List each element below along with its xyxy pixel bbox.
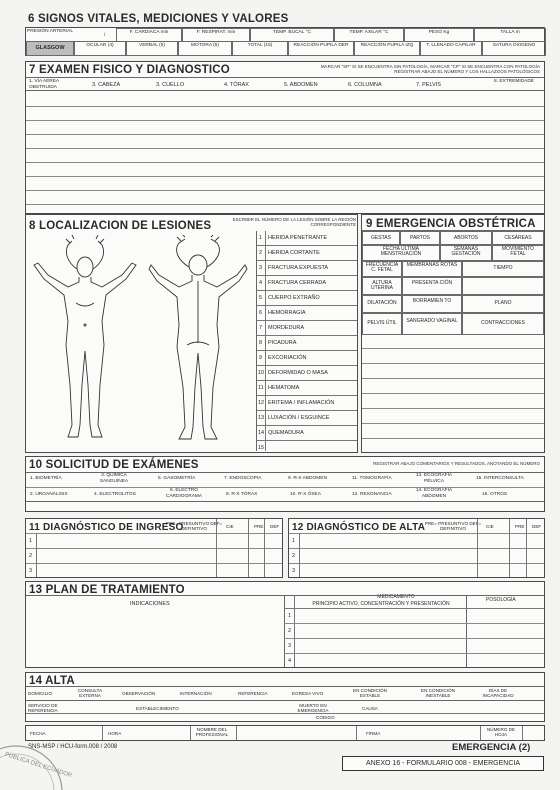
plan-row-3[interactable]: 3: [288, 643, 292, 649]
section-9-obstetrica: [361, 214, 545, 453]
exam-item-3[interactable]: 3. CUELLO: [156, 82, 185, 88]
abortos[interactable]: ABORTOS: [440, 231, 492, 245]
lesion-5[interactable]: [257, 291, 357, 306]
lesion-label: HEMATOMA: [268, 385, 300, 391]
movimiento-fetal[interactable]: MOVIMIENTO FETAL: [492, 245, 544, 261]
signature-row: [25, 725, 545, 741]
peso-field[interactable]: PESO Kg: [404, 28, 474, 42]
semanas-gestacion[interactable]: SEMANAS GESTACIÓN: [440, 245, 492, 261]
lesion-num: 8: [259, 340, 263, 346]
presion-arterial-field[interactable]: PRESIÓN ARTERIAL: [27, 29, 74, 34]
exam-item-1[interactable]: 1. VÍA AÉREA OBSTRUIDA: [29, 79, 59, 90]
exam-request-4[interactable]: 4. ELECTROLITOS: [94, 492, 136, 497]
alta-condicion-inestable[interactable]: EN CONDICIÓN INESTABLE: [421, 688, 455, 698]
body-front-diagram[interactable]: [30, 235, 140, 447]
exam-item-7[interactable]: 7. PELVIS: [416, 82, 441, 88]
diag-alta-3[interactable]: 3: [292, 568, 296, 574]
muerto-en-emergencia[interactable]: MUERTO EN EMERGENCIA: [297, 703, 329, 713]
section-8-lesiones: [25, 214, 358, 453]
hora-label[interactable]: HORA: [108, 731, 122, 736]
lesion-label: ERITEMA / INFLAMACIÓN: [268, 400, 335, 406]
sangrado-vaginal[interactable]: SANGRADO VAGINAL: [402, 313, 462, 335]
lesion-13[interactable]: [257, 411, 357, 426]
section-11-title: 11 DIAGNÓSTICO DE INGRESO: [29, 522, 184, 533]
section-12-diag-alta: [288, 518, 545, 578]
section-7-examen-fisico: [25, 61, 545, 214]
obstetric-grid: [362, 230, 544, 334]
causa[interactable]: CAUSA: [362, 706, 378, 711]
cie-col: CIE: [486, 524, 494, 529]
lesion-num: 7: [259, 325, 263, 331]
nombre-profesional-label[interactable]: NOMBRE DEL PROFESIONAL: [195, 727, 229, 737]
anexo-label: ANEXO 16 - FORMULARIO 008 - EMERGENCIA: [342, 756, 544, 771]
lesion-label: FRACTURA EXPUESTA: [268, 265, 329, 271]
exam-request-9[interactable]: 9. R-X ABDOMEN: [288, 476, 327, 481]
membranas-rotas[interactable]: MEMBRANAS ROTAS: [402, 261, 462, 277]
alta-referencia[interactable]: REFERENCIA: [238, 691, 268, 696]
lesion-label: FRACTURA CERRADA: [268, 280, 327, 286]
exam-request-5[interactable]: 5. GASOMETRÍA: [158, 476, 196, 481]
reaccion-pupila-izq[interactable]: REACCIÓN PUPILA IZQ: [354, 41, 420, 56]
contracciones[interactable]: CONTRACCIONES: [462, 313, 544, 335]
section-8-title: 8 LOCALIZACION DE LESIONES: [29, 220, 212, 232]
lesion-12[interactable]: [257, 396, 357, 411]
lesion-label: HEMORRAGIA: [268, 310, 306, 316]
alta-internacion[interactable]: INTERNACIÓN: [180, 691, 212, 696]
exam-request-7[interactable]: 7. ENDOSCOPIA: [224, 476, 262, 481]
numero-hoja-label[interactable]: NÚMERO DE HOJA: [486, 727, 516, 737]
glasgow-verbal[interactable]: VERBAL (5): [126, 41, 178, 56]
exam-request-8[interactable]: 8. R-X TÓRAX: [226, 492, 258, 497]
lesion-label: CUERPO EXTRAÑO: [268, 295, 320, 301]
lesion-num: 5: [259, 295, 263, 301]
lesion-num: 15: [258, 445, 265, 451]
plan-row-4[interactable]: 4: [288, 658, 292, 664]
lesion-4[interactable]: [257, 276, 357, 291]
saturacion-oxigeno[interactable]: SATURA OXIGENO: [482, 41, 546, 56]
exam-request-11[interactable]: 11. TOMOGRAFÍA: [352, 476, 392, 481]
fecha-label[interactable]: FECHA: [30, 731, 46, 736]
lesion-14[interactable]: [257, 426, 357, 441]
lesion-10[interactable]: [257, 366, 357, 381]
diag-ingreso-2[interactable]: 2: [29, 553, 33, 559]
servicio-referencia[interactable]: SERVICIO DE REFERENCIA: [28, 703, 58, 713]
section-11-subtitle: PRE= PRESUNTIVO DEF= DEFINITIVO: [165, 521, 223, 531]
posologia-header: POSOLOGÍA: [486, 597, 516, 603]
presentacion[interactable]: PRESENTA CIÓN: [402, 277, 462, 295]
exam-request-14[interactable]: 14. ECOGRAFÍA ABDOMEN: [415, 488, 453, 499]
exam-request-10[interactable]: 10. R-X ÓSEA: [290, 492, 321, 497]
plan-row-1[interactable]: 1: [288, 613, 292, 619]
temp-axilar-field[interactable]: TEMP. AXILAR °C: [334, 28, 404, 42]
lesion-num: 1: [259, 235, 263, 241]
lesion-label: MORDEDURA: [268, 325, 305, 331]
exam-request-1[interactable]: 1. BIOMETRÍA: [30, 476, 62, 481]
lesion-label: QUEMADURA: [268, 430, 304, 436]
diag-ingreso-1[interactable]: 1: [29, 538, 33, 544]
lesion-8[interactable]: [257, 336, 357, 351]
lesion-3[interactable]: [257, 261, 357, 276]
section-13-plan-tratamiento: [25, 581, 545, 668]
def-col: DEF: [270, 524, 280, 529]
exam-item-8[interactable]: 8. EXTREMIDADE: [494, 79, 534, 84]
tiempo[interactable]: TIEMPO: [462, 261, 544, 277]
section-12-subtitle: PRE= PRESUNTIVO DEF= DEFINITIVO: [424, 521, 482, 531]
pre-col: PRE: [515, 524, 525, 529]
section-8-note: ESCRIBIR EL NÚMERO DE LA LESIÓN SOBRE LA REGIÓN CORRESPONDIENTE: [232, 217, 356, 227]
fecha-ultima-menstruacion[interactable]: FECHA ÚLTIMA MENSTRUACIÓN: [362, 245, 440, 261]
exam-request-13[interactable]: 13. ECOGRAFÍA PÉLVICA: [415, 473, 453, 484]
lesion-num: 13: [258, 415, 265, 421]
exam-request-12[interactable]: 12. RESONANCIA: [352, 492, 392, 497]
lesion-num: 9: [259, 355, 263, 361]
talla-field[interactable]: TALLA m: [474, 28, 546, 42]
lesion-label: HERIDA CORTANTE: [268, 250, 320, 256]
lesion-list: [256, 231, 356, 451]
section-10-examenes: [25, 456, 545, 512]
section-11-diag-ingreso: [25, 518, 283, 578]
medicamento-header: MEDICAMENTO: [377, 594, 415, 600]
section-14-title: 14 ALTA: [29, 675, 75, 687]
emergencia-label: EMERGENCIA (2): [452, 742, 531, 753]
temp-bucal-field[interactable]: TEMP. BUCAL °C: [250, 28, 334, 42]
frecuencia-respiratoria-field[interactable]: F. RESPIRAT. min: [182, 28, 250, 42]
plan-row-2[interactable]: 2: [288, 628, 292, 634]
diag-alta-2[interactable]: 2: [292, 553, 296, 559]
medicamento-subheader: PRINCIPIO ACTIVO, CONCENTRACIÓN Y PRESENTACIÓN: [312, 601, 450, 607]
lesion-9[interactable]: [257, 351, 357, 366]
lesion-num: 12: [258, 400, 265, 406]
lesion-num: 2: [259, 250, 263, 256]
lesion-7[interactable]: [257, 321, 357, 336]
alta-observacion[interactable]: OBSERVACIÓN: [122, 691, 156, 696]
indicaciones-header: INDICACIONES: [130, 601, 170, 607]
stamp-text: PÚBLICA DEL ECUADOR: [3, 751, 73, 780]
alta-dias-incapacidad[interactable]: DÍAS DE INCAPACIDAD: [482, 688, 514, 698]
lesion-num: 4: [259, 280, 263, 286]
section-13-title: 13 PLAN DE TRATAMIENTO: [29, 584, 185, 596]
lesion-num: 11: [258, 385, 264, 391]
establecimiento[interactable]: ESTABLECIMIENTO: [136, 706, 179, 711]
gestas[interactable]: GESTAS: [362, 231, 400, 245]
lesion-label: DEFORMIDAD O MASA: [268, 370, 328, 376]
section-12-title: 12 DIAGNÓSTICO DE ALTA: [292, 522, 426, 533]
section-10-title: 10 SOLICITUD DE EXÁMENES: [29, 459, 199, 471]
exam-request-16[interactable]: 16. OTROS: [482, 492, 508, 497]
lesion-11[interactable]: [257, 381, 357, 396]
lesion-label: LUXACIÓN / ESGUINCE: [268, 415, 330, 421]
exam-request-2[interactable]: 2. UROANÁLISIS: [30, 492, 68, 497]
glasgow-total[interactable]: TOTAL (15): [232, 41, 288, 56]
alta-consulta-externa[interactable]: CONSULTA EXTERNA: [77, 688, 103, 698]
lesion-1[interactable]: [257, 231, 357, 246]
form-code: SNS-MSP / HCU-form.008 / 2008: [28, 744, 118, 750]
section-9-title: 9 EMERGENCIA OBSTÉTRICA: [366, 218, 536, 230]
exam-request-15[interactable]: 15. INTERCONSULTA: [476, 476, 524, 481]
alta-condicion-estable[interactable]: EN CONDICIÓN ESTABLE: [353, 688, 387, 698]
def-col: DEF: [532, 524, 542, 529]
official-stamp: [0, 738, 80, 790]
exam-item-2[interactable]: 3. CABEZA: [92, 82, 121, 88]
lesion-2[interactable]: [257, 246, 357, 261]
pelvis-util[interactable]: PELVIS ÚTIL: [362, 313, 402, 335]
section-10-note: REGISTRAR ABAJO COMENTARIOS Y RESULTADOS, ANOTANDO EL NÚMERO: [373, 461, 540, 466]
diag-ingreso-3[interactable]: 3: [29, 568, 33, 574]
codigo-label: CÓDIGO: [316, 715, 335, 720]
cesareas[interactable]: CESÁREAS: [492, 231, 544, 245]
lesion-label: PICADURA: [268, 340, 297, 346]
glasgow-motora[interactable]: MOTORA (6): [178, 41, 232, 56]
section-7-title: 7 EXAMEN FISICO Y DIAGNOSTICO: [29, 64, 230, 76]
alta-domicilio[interactable]: DOMICILIO: [28, 691, 52, 696]
frecuencia-fetal[interactable]: FRECUENCIA C. FETAL: [362, 261, 402, 277]
lesion-label: EXCORIACIÓN: [268, 355, 307, 361]
lesion-num: 3: [259, 265, 263, 271]
reaccion-pupila-der[interactable]: REACCIÓN PUPILA DER: [288, 41, 354, 56]
vital-signs-table: [25, 27, 545, 56]
body-back-diagram[interactable]: [143, 235, 253, 447]
altura-uterina[interactable]: ALTURA UTERINA: [362, 277, 402, 295]
dilatacion[interactable]: DILATACIÓN: [362, 295, 402, 313]
exam-item-4[interactable]: 4. TÓRAX: [224, 82, 249, 88]
firma-label[interactable]: FIRMA: [366, 731, 381, 736]
pre-col: PRE: [254, 524, 264, 529]
section-14-alta: [25, 672, 545, 722]
presentacion-value[interactable]: [462, 277, 544, 295]
lesion-num: 6: [259, 310, 263, 316]
cie-col: CIE: [226, 524, 234, 529]
exam-item-6[interactable]: 6. COLUMNA: [348, 82, 382, 88]
lesion-num: 14: [258, 430, 265, 436]
borramiento[interactable]: BORRAMIEN TO: [402, 295, 462, 313]
glasgow-label: GLASGOW: [26, 41, 74, 56]
exam-request-6[interactable]: 6. ELECTRO CARDIOGRAMA: [165, 488, 203, 499]
partos[interactable]: PARTOS: [400, 231, 440, 245]
lesion-label: HERIDA PENETRANTE: [268, 235, 327, 241]
frecuencia-cardiaca-field[interactable]: F. CARDIACA min: [116, 28, 182, 42]
alta-egresa-vivo[interactable]: EGRESA VIVO: [292, 691, 324, 696]
exam-request-3[interactable]: 3. QUÍMICA SANGUÍNEA: [99, 473, 129, 484]
lesion-15[interactable]: [257, 441, 357, 456]
lesion-num: 10: [258, 370, 265, 376]
slash: /: [104, 32, 106, 37]
glasgow-ocular[interactable]: OCULAR (4): [74, 41, 126, 56]
lesion-6[interactable]: [257, 306, 357, 321]
section-6-title: 6 SIGNOS VITALES, MEDICIONES Y VALORES: [28, 13, 289, 25]
section-7-note: MARCAR "SP" SI SE ENCUENTRA SIN PATOLOGÍA, MARCAR "CP" SI SE ENCUENTRA CON PATOLOGÍA REGISTRAR ABAJO EL NÚMERO Y LOS HALLAZGOS PATOLÓGICOS: [320, 64, 540, 74]
diag-alta-1[interactable]: 1: [292, 538, 296, 544]
exam-item-5[interactable]: 5. ABDOMEN: [284, 82, 318, 88]
llenado-capilar[interactable]: T. LLENADO CAPILAR: [420, 41, 482, 56]
plano[interactable]: PLANO: [462, 295, 544, 313]
